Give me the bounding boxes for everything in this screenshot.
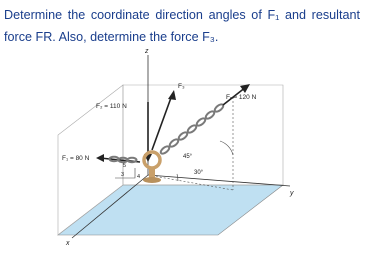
f3-arrowhead xyxy=(168,90,176,100)
label-fr: Fᵣ = 120 N xyxy=(226,94,257,101)
f3-arrow xyxy=(152,95,172,150)
angle-arc-45 xyxy=(220,141,233,155)
label-angle-30: 30° xyxy=(194,170,204,176)
label-axis-x: x xyxy=(66,240,70,247)
slope-triangle xyxy=(115,168,135,178)
label-f2: F₂ = 110 N xyxy=(96,103,127,110)
problem-statement: Determine the coordinate direction angles of F₁ and resultant force FR. Also, determine the force F₃. xyxy=(4,8,360,44)
label-angle-45: 45° xyxy=(183,154,193,160)
label-slope-3: 3 xyxy=(121,172,125,178)
fr-chain xyxy=(160,103,225,155)
label-f1: F₁ = 80 N xyxy=(62,155,90,162)
xy-plane xyxy=(58,185,283,235)
label-slope-5: 5 xyxy=(123,163,127,169)
fr-arrowhead xyxy=(240,84,250,93)
eyebolt-ring xyxy=(144,152,160,168)
eyebolt-base xyxy=(143,177,161,183)
label-axis-z: z xyxy=(145,48,149,55)
f1-arrowhead xyxy=(96,154,104,162)
label-slope-4: 4 xyxy=(137,174,141,180)
label-f3: F₃ xyxy=(178,83,185,90)
label-axis-y: y xyxy=(290,190,294,197)
y-axis xyxy=(148,175,290,186)
